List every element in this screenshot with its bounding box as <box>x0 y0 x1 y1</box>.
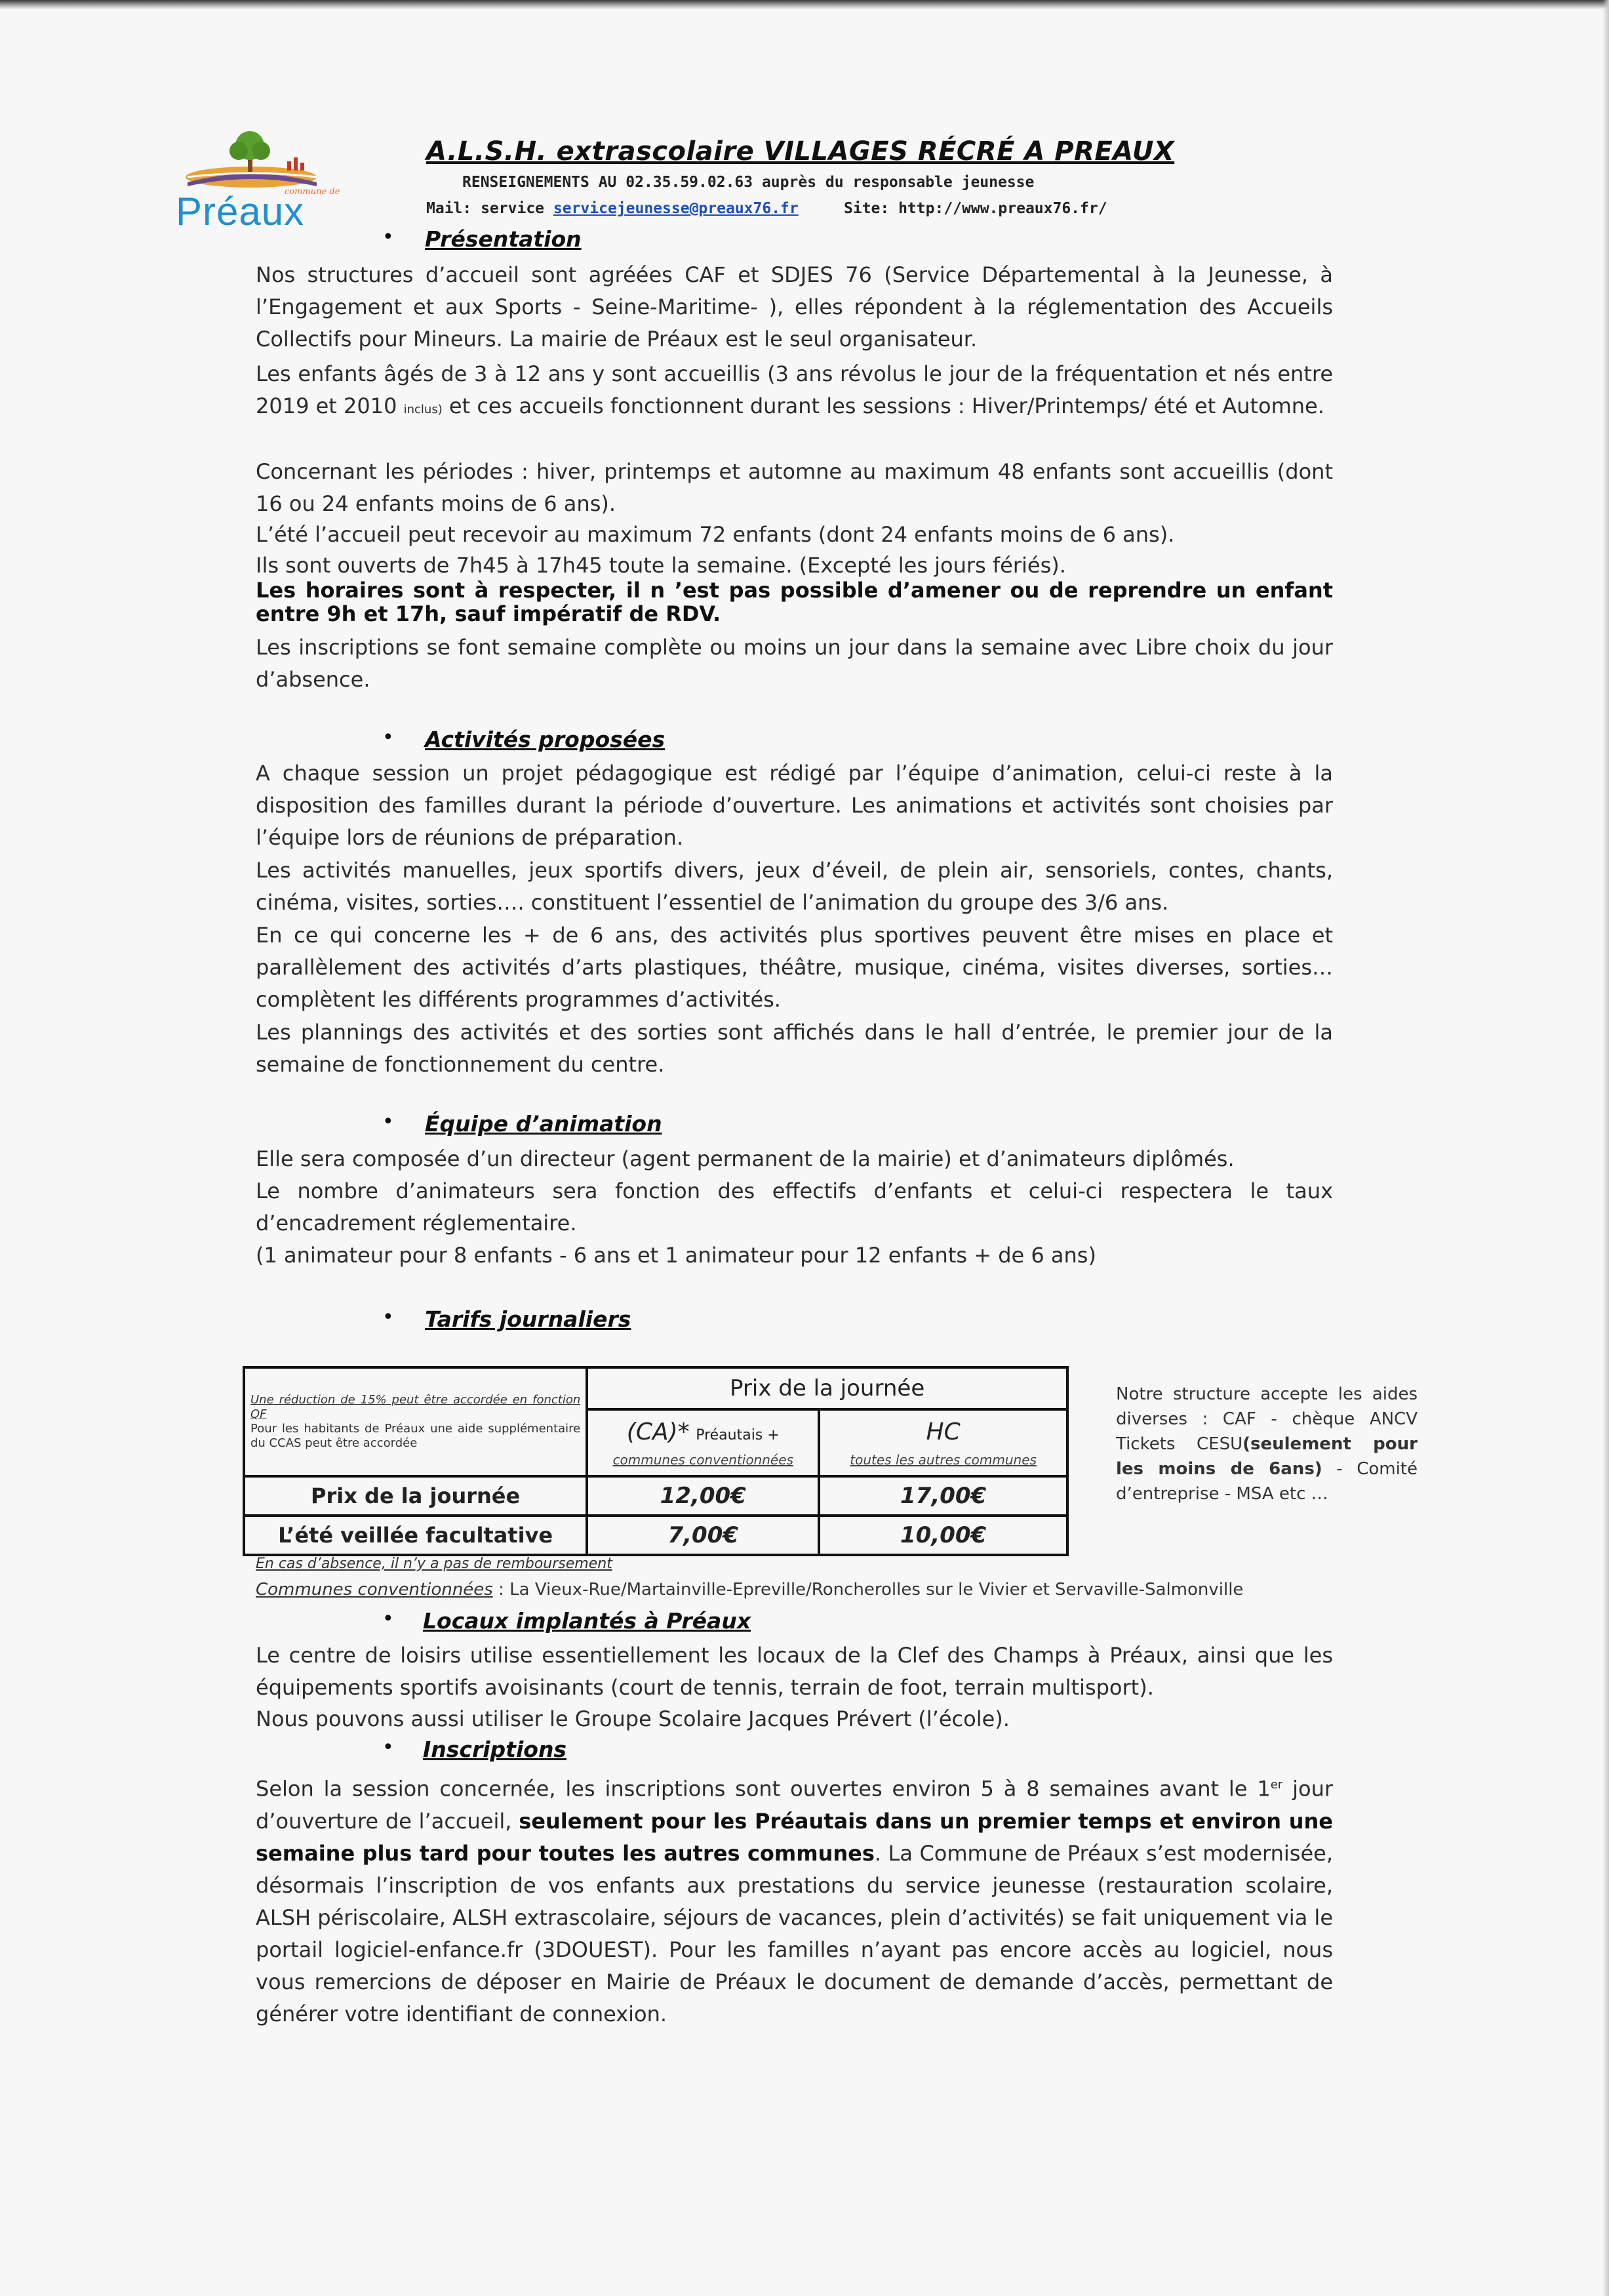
col-ca-label: (CA)* <box>626 1418 690 1445</box>
inscriptions-bold: seulement pour les Préautais dans un premier temps et environ une semaine plus tard pour toutes les autres communes <box>256 1808 1334 1866</box>
presentation-p2-text-end: et ces accueils fonctionnent durant les sessions : Hiver/Printemps/ été et Automne. <box>448 393 1324 418</box>
tarifs-ccas-note: Pour les habitants de Préaux une aide supplémentaire du CCAS peut être accordée <box>250 1422 581 1450</box>
col-ca-sub: communes conventionnées <box>612 1451 793 1468</box>
heading-activites: Activités proposées <box>425 727 665 752</box>
scan-edge-top <box>0 0 1609 9</box>
col-hc-sub: toutes les autres communes <box>850 1451 1037 1468</box>
inscriptions-p <box>256 1769 1333 2030</box>
communes-label: Communes conventionnées <box>256 1580 493 1600</box>
logo-wordmark: Préaux <box>176 190 305 233</box>
heading-tarifs: Tarifs journaliers <box>425 1306 631 1332</box>
bullet-icon: • <box>382 1607 394 1630</box>
contact-line: RENSEIGNEMENTS AU 02.35.59.02.63 auprès du responsable jeunesse <box>462 174 1035 191</box>
tarifs-col-hc <box>819 1409 1067 1476</box>
presentation-p6-bold: Les horaires sont à respecter, il n ’est pas possible d’amener ou de reprendre un enfant entre 9h et 17h, sauf impératif de RDV. <box>256 578 1333 626</box>
inscriptions-text-c: . La Commune de Préaux s’est modernisée, désormais l’inscription de vos enfants aux prestations du service jeunesse (restauration scolaire, ALSH périscolaire, ALSH extrascolaire, séjours de vacances, plein d’activités) se fait uniquement via le portail logiciel-enfance.fr (3DOUEST). Pour les familles n’ayant pas encore accès au logiciel, nous vous remercions de déposer en Mairie de Préaux le document de demande d’accès, permettant de générer votre identifiant de connexion. <box>256 1840 1334 2026</box>
tarifs-reduction-note: Une réduction de 15% peut être accordée en fonction QF <box>250 1393 581 1421</box>
aides-text: Notre structure accepte les aides diverses : CAF - chèque ANCV Tickets CESU <box>1116 1384 1418 1454</box>
locaux-p2: Nous pouvons aussi utiliser le Groupe Scolaire Jacques Prévert (l’école). <box>256 1706 1010 1731</box>
presentation-p4: L’été l’accueil peut recevoir au maximum 72 enfants (dont 24 enfants moins de 6 ans). <box>256 522 1175 547</box>
page-title: A.L.S.H. extrascolaire VILLAGES RÉCRÉ A PREAUX <box>426 136 1175 167</box>
bullet-icon: • <box>382 1110 394 1133</box>
tarifs-table <box>243 1366 1069 1556</box>
bullet-icon: • <box>382 1306 394 1329</box>
heading-presentation: Présentation <box>425 226 582 252</box>
site-text[interactable]: Site: http://www.preaux76.fr/ <box>844 200 1107 217</box>
presentation-p2-text: Les enfants âgés de 3 à 12 ans y sont accueillis (3 ans révolus le jour de la fréquentation et nés entre 2019 et 2010 <box>256 361 1333 418</box>
scan-edge-right <box>1602 0 1609 2296</box>
bullet-icon: • <box>382 726 394 749</box>
presentation-p6 <box>256 578 1333 626</box>
mail-site-line <box>426 200 1107 217</box>
bullet-icon: • <box>382 226 394 249</box>
aides-text-end: - Comité d’entreprise - MSA etc … <box>1116 1459 1418 1504</box>
tarifs-prix-header: Prix de la journée <box>587 1367 1067 1409</box>
row-value-ca: 12,00€ <box>587 1476 819 1516</box>
presentation-p7: Les inscriptions se font semaine complète ou moins un jour dans la semaine avec Libre choix du jour d’absence. <box>256 635 1333 692</box>
row-label: Prix de la journée <box>244 1476 587 1516</box>
bullet-icon: • <box>382 1736 394 1759</box>
tarifs-note-cell <box>244 1367 587 1476</box>
activites-p3: En ce qui concerne les + de 6 ans, des activités plus sportives peuvent être mises en place et parallèlement des activités d’arts plastiques, théâtre, musique, cinéma, visites diverses, sorties… complètent les différents programmes d’activités. <box>256 923 1333 1012</box>
tarifs-col-ca <box>587 1409 819 1476</box>
col-ca-small: Préautais + <box>696 1426 780 1443</box>
presentation-p3: Concernant les périodes : hiver, printemps et automne au maximum 48 enfants sont accueillis (dont 16 ou 24 enfants moins de 6 ans). <box>256 459 1333 516</box>
activites-p1: A chaque session un projet pédagogique est rédigé par l’équipe d’animation, celui-ci reste à la disposition des familles durant la période d’ouverture. Les animations et activités sont choisies par l’équipe lors de réunions de préparation. <box>256 761 1333 850</box>
mail-label: Mail: service <box>426 200 545 217</box>
row-value-hc: 17,00€ <box>819 1476 1067 1516</box>
presentation-p5: Ils sont ouverts de 7h45 à 17h45 toute la semaine. (Excepté les jours fériés). <box>256 553 1066 578</box>
heading-equipe: Équipe d’animation <box>425 1111 662 1137</box>
locaux-p1: Le centre de loisirs utilise essentiellement les locaux de la Clef des Champs à Préaux, ainsi que les équipements sportifs avoisinants (court de tennis, terrain de foot, terrain multisport). <box>256 1643 1333 1700</box>
activites-p2: Les activités manuelles, jeux sportifs divers, jeux d’éveil, de plein air, sensoriels, contes, chants, cinéma, visites, sorties…. constituent l’essentiel de l’animation du groupe des 3/6 ans. <box>256 858 1333 915</box>
equipe-p3: (1 animateur pour 8 enfants - 6 ans et 1 animateur pour 12 enfants + de 6 ans) <box>256 1243 1096 1268</box>
communes-note <box>256 1580 1243 1600</box>
inscriptions-text-b: jour d’ouverture de l’accueil, <box>256 1776 1334 1834</box>
table-row <box>244 1516 1067 1555</box>
absence-note: En cas d’absence, il n’y a pas de remboursement <box>256 1556 612 1572</box>
presentation-p1: Nos structures d’accueil sont agréées CAF et SDJES 76 (Service Départemental à la Jeunesse, à l’Engagement et aux Sports - Seine-Maritime- ), elles répondent à la réglementation des Accueils Collectifs pour Mineurs. La mairie de Préaux est le seul organisateur. <box>256 262 1333 352</box>
table-row <box>244 1476 1067 1516</box>
heading-locaux: Locaux implantés à Préaux <box>423 1608 751 1634</box>
row-value-hc: 10,00€ <box>819 1516 1067 1555</box>
logo-caption: commune de <box>285 187 340 197</box>
row-value-ca: 7,00€ <box>587 1516 819 1555</box>
mail-link[interactable]: servicejeunesse@preaux76.fr <box>553 200 799 217</box>
equipe-p1: Elle sera composée d’un directeur (agent permanent de la mairie) et d’animateurs diplômés. <box>256 1146 1235 1171</box>
activites-p4: Les plannings des activités et des sorties sont affichés dans le hall d’entrée, le premier jour de la semaine de fonctionnement du centre. <box>256 1020 1333 1077</box>
inscriptions-text-a: Selon la session concernée, les inscriptions sont ouvertes environ 5 à 8 semaines avant le 1 <box>256 1776 1271 1802</box>
presentation-p2-small: inclus) <box>403 403 443 416</box>
aides-note <box>1116 1382 1418 1506</box>
communes-list: : La Vieux-Rue/Martainville-Epreville/Roncherolles sur le Vivier et Servaville-Salmonville <box>492 1580 1244 1600</box>
row-label: L’été veillée facultative <box>244 1516 587 1555</box>
equipe-p2: Le nombre d’animateurs sera fonction des effectifs d’enfants et celui-ci respectera le taux d’encadrement réglementaire. <box>256 1178 1333 1236</box>
inscriptions-sup: er <box>1270 1778 1283 1792</box>
heading-inscriptions: Inscriptions <box>423 1737 567 1762</box>
col-hc-label: HC <box>926 1418 961 1445</box>
aides-bold: (seulement pour les moins de 6ans) <box>1116 1434 1418 1479</box>
presentation-p2 <box>256 358 1333 426</box>
